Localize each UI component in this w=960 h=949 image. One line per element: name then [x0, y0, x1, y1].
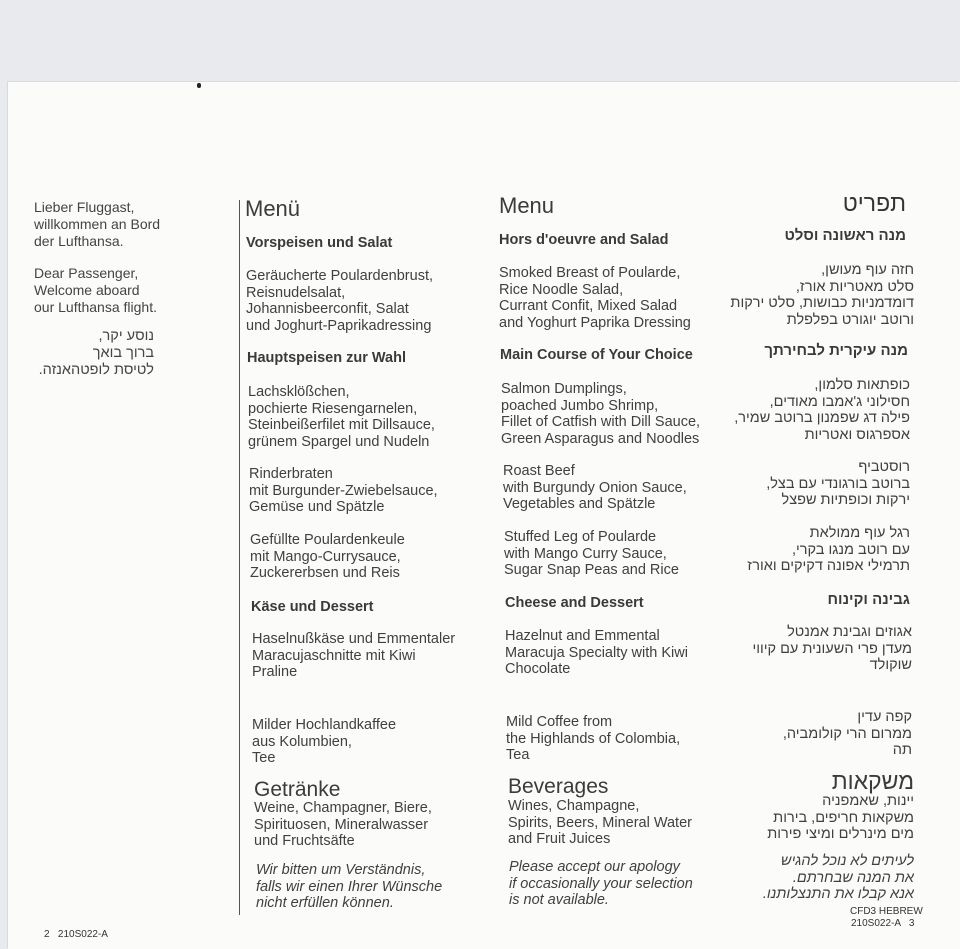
english-starter-heading: Hors d'oeuvre and Salad — [499, 232, 669, 248]
english-main-heading: Main Course of Your Choice — [500, 347, 693, 363]
german-drinks: Weine, Champagner, Biere, Spirituosen, Mineralwasser und Fruchtsäfte — [254, 800, 432, 849]
footer-left-code: 2 210S022-A — [44, 929, 108, 940]
english-main-2: Roast Beef with Burgundy Onion Sauce, Vegetables and Spätzle — [503, 463, 687, 512]
english-cheese: Hazelnut and Emmental Maracuja Specialty with Kiwi Chocolate — [505, 628, 688, 677]
hebrew-apology: לעיתים לא נוכל להגיש את המנה שבחרתם. אנא קבלו את התנצלותנו. — [762, 853, 914, 902]
german-main-heading: Hauptspeisen zur Wahl — [247, 350, 406, 366]
hebrew-title: תפריט — [842, 190, 906, 216]
hebrew-starter: חזה עוף מעושן, סלט מאטריות אורז, דומדמניות כבושות, סלט ירקות ורוטב יוגורט בפלפלת — [730, 262, 914, 328]
english-starter: Smoked Breast of Poularde, Rice Noodle Salad, Currant Confit, Mixed Salad and Yoghurt Paprika Dressing — [499, 265, 691, 331]
english-title: Menu — [499, 193, 555, 218]
column-divider — [239, 200, 240, 915]
hebrew-drinks-heading: משקאות — [831, 768, 914, 794]
german-main-2: Rinderbraten mit Burgunder-Zwiebelsauce, Gemüse und Spätzle — [249, 466, 438, 515]
english-cheese-heading: Cheese and Dessert — [505, 595, 644, 611]
german-cheese-heading: Käse und Dessert — [251, 599, 374, 615]
english-drinks-heading: Beverages — [508, 775, 609, 798]
hebrew-main-heading: מנה עיקרית לבחירתך — [764, 342, 908, 359]
welcome-german: Lieber Fluggast, willkommen an Bord der Lufthansa. — [34, 199, 161, 249]
hebrew-drinks: יינות, שאמפניה משקאות חריפים, בירות מים מינרלים ומיצי פירות — [767, 793, 914, 842]
german-starter: Geräucherte Poulardenbrust, Reisnudelsalat, Johannisbeerconfit, Salat und Joghurt-Paprikadressing — [246, 268, 433, 334]
footer-right-label: CFD3 HEBREW — [850, 906, 923, 917]
german-coffee: Milder Hochlandkaffee aus Kolumbien, Tee — [252, 717, 397, 766]
hebrew-coffee: קפה עדין ממרום הרי קולומביה, תה — [782, 709, 912, 758]
english-main-1: Salmon Dumplings, poached Jumbo Shrimp, Fillet of Catfish with Dill Sauce, Green Asparagus and Noodles — [501, 381, 701, 447]
english-main-3: Stuffed Leg of Poularde with Mango Curry Sauce, Sugar Snap Peas and Rice — [504, 529, 679, 578]
english-coffee: Mild Coffee from the Highlands of Colombia, Tea — [506, 714, 681, 763]
ink-dot — [197, 83, 201, 88]
footer-right-code: 210S022-A 3 — [851, 918, 915, 929]
german-starter-heading: Vorspeisen und Salat — [246, 235, 393, 251]
welcome-hebrew: נוסע יקר, ברוך בואך לטיסת לופטהאנזה. — [38, 328, 154, 378]
german-main-1: Lachsklößchen, pochierte Riesengarnelen, Steinbeißerfilet mit Dillsauce, grünem Spargel und Nudeln — [248, 384, 435, 450]
english-drinks: Wines, Champagne, Spirits, Beers, Mineral Water and Fruit Juices — [508, 798, 692, 847]
english-apology: Please accept our apology if occasionally your selection is not available. — [509, 859, 693, 908]
welcome-english: Dear Passenger, Welcome aboard our Lufthansa flight. — [34, 265, 157, 315]
german-cheese: Haselnußkäse und Emmentaler Maracujaschnitte mit Kiwi Praline — [252, 631, 456, 680]
german-drinks-heading: Getränke — [254, 778, 341, 801]
hebrew-main-1: כופתאות סלמון, חסילוני ג'אמבו מאודים, פילה דג שפמנון ברוטב שמיר, אספרגוס ואטריות — [734, 377, 910, 443]
hebrew-cheese-heading: גבינה וקינוח — [827, 591, 910, 608]
hebrew-cheese: אגוזים וגבינת אמנטל מעדן פרי השעונית עם קיווי שוקולד — [752, 624, 912, 673]
hebrew-main-3: רגל עוף ממולאת עם רוטב מנגו בקרי, תרמילי אפונה דקיקים ואורז — [747, 525, 910, 574]
german-main-3: Gefüllte Poulardenkeule mit Mango-Currysauce, Zuckererbsen und Reis — [250, 532, 405, 581]
hebrew-main-2: רוסטביף ברוטב בורגונדי עם בצל, ירקות וכופתיות שפצל — [766, 459, 910, 508]
german-title: Menü — [245, 196, 301, 221]
german-apology: Wir bitten um Verständnis, falls wir einen Ihrer Wünsche nicht erfüllen können. — [256, 862, 443, 911]
hebrew-starter-heading: מנה ראשונה וסלט — [784, 227, 906, 244]
